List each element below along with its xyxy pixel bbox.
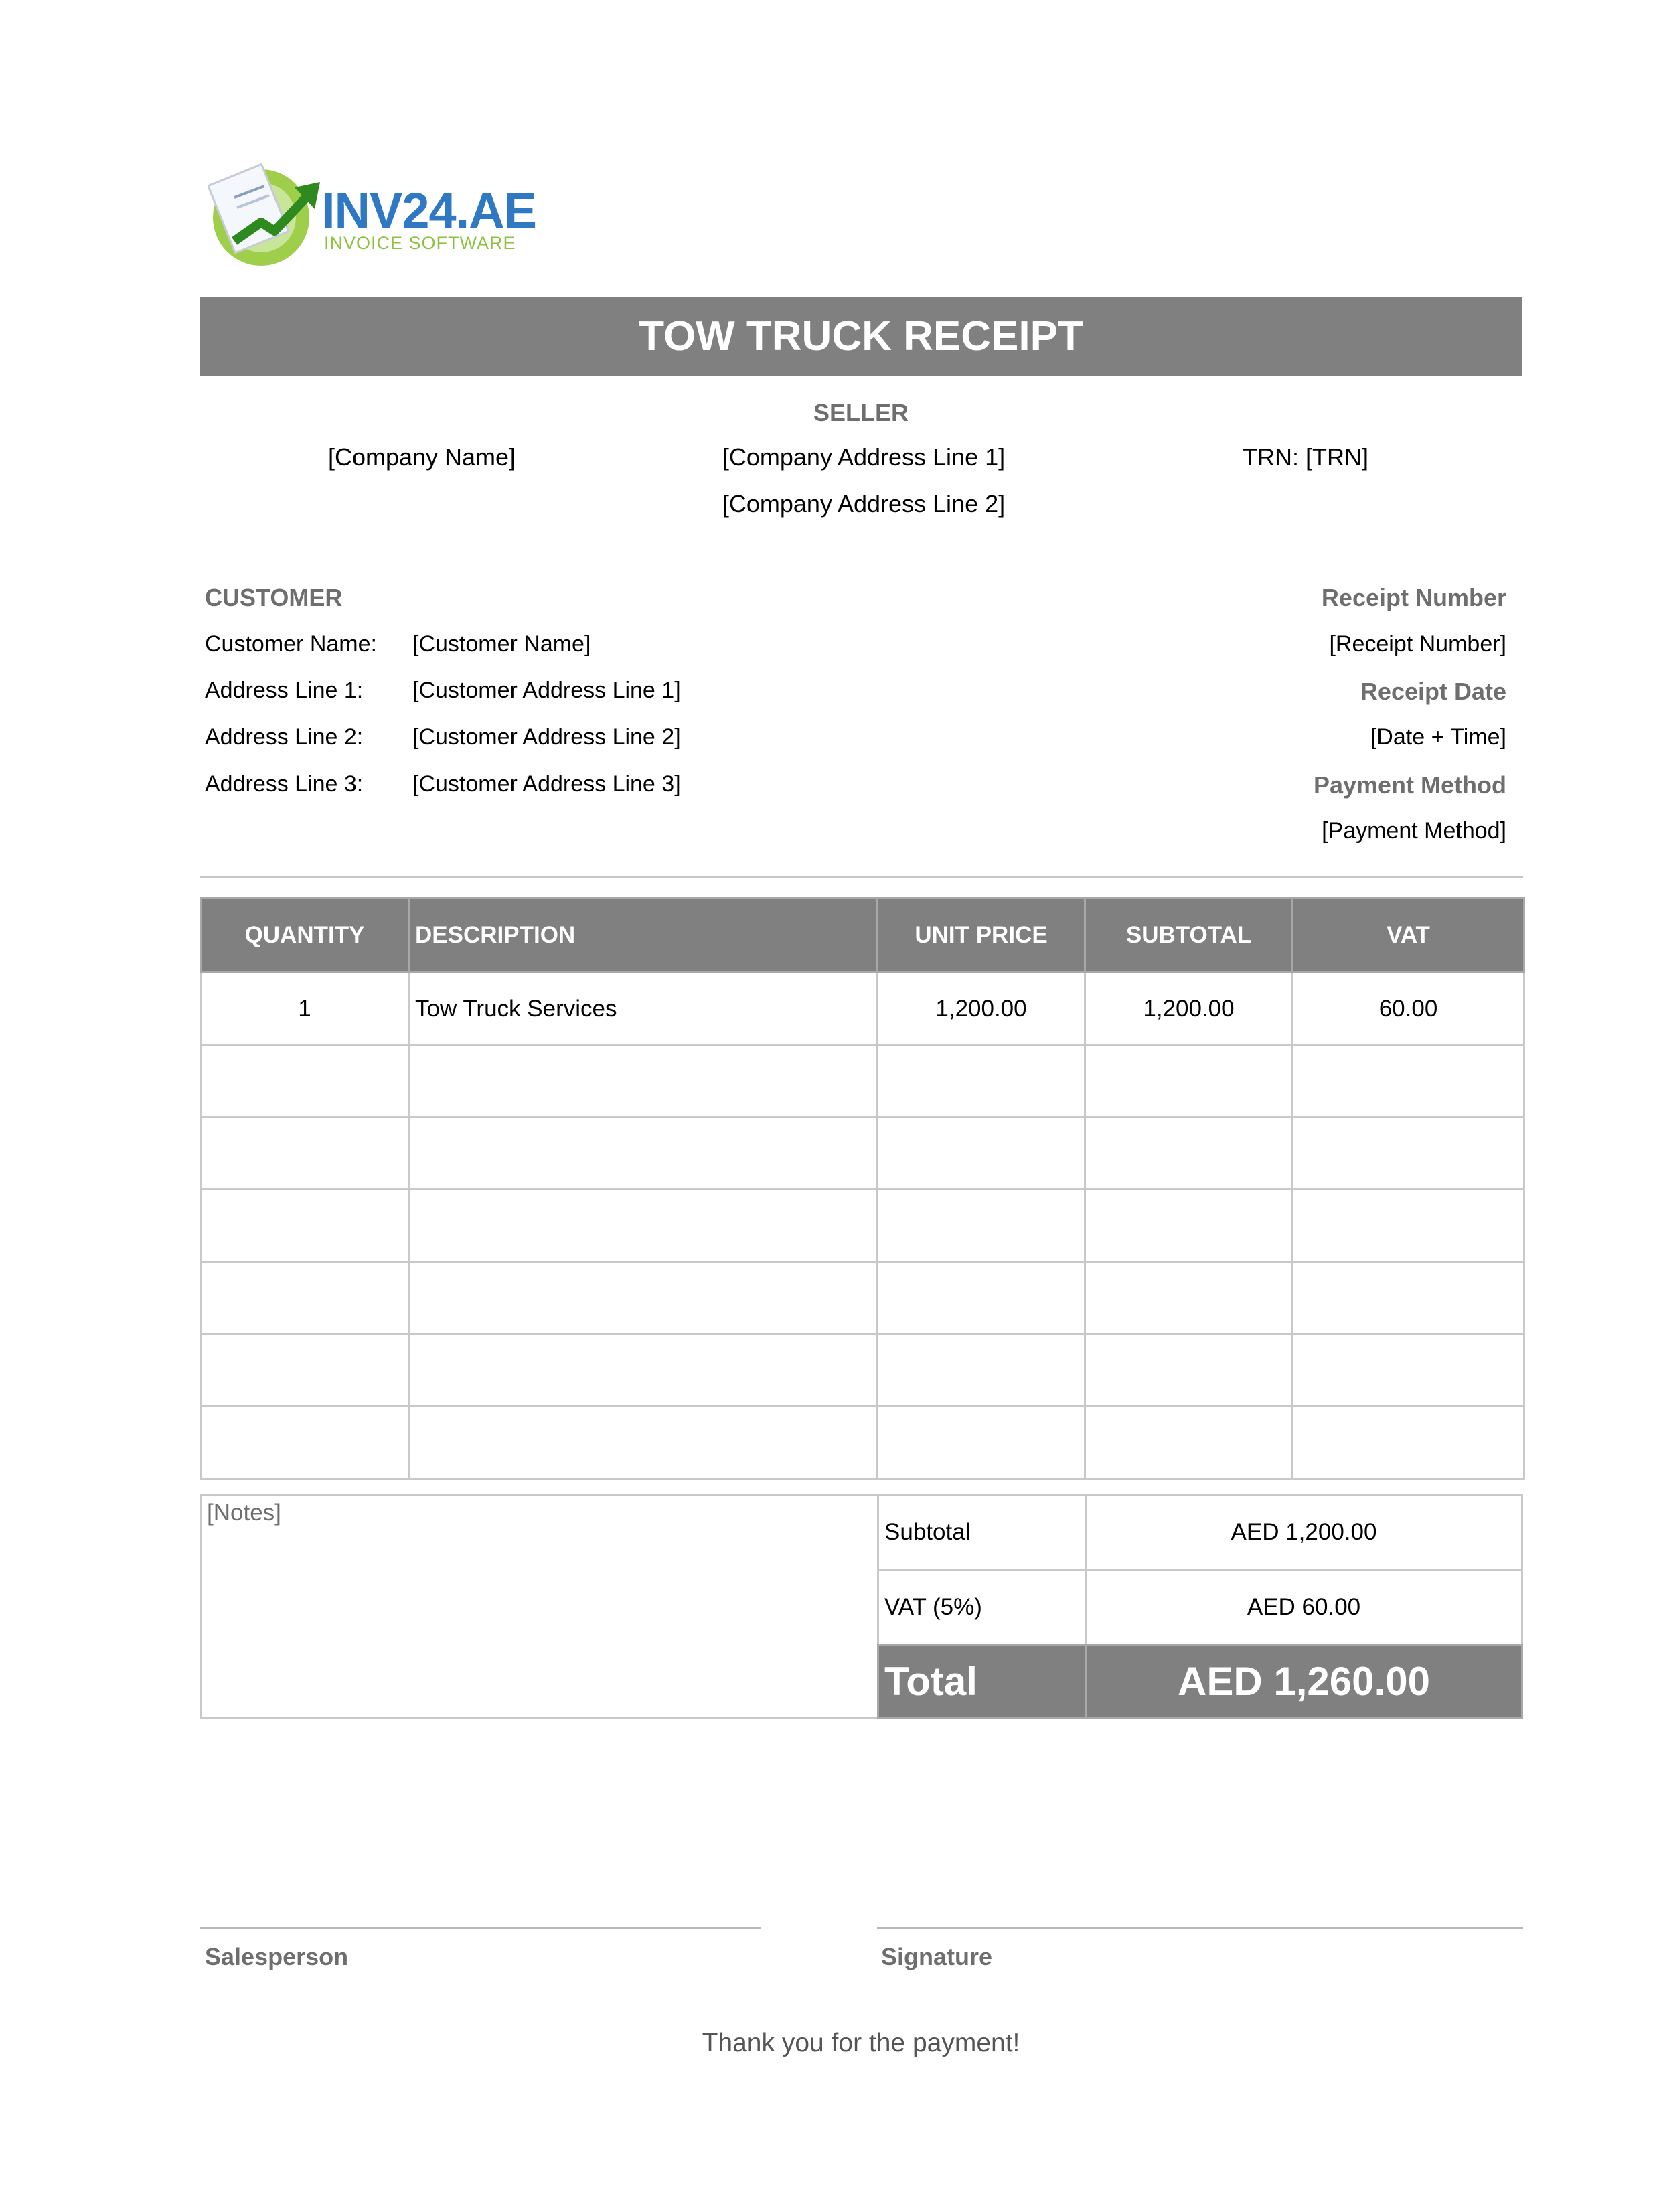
cell-subtotal: 1,200.00 bbox=[1085, 973, 1293, 1045]
cell-unit-price bbox=[878, 1334, 1085, 1407]
table-row bbox=[201, 1334, 1524, 1407]
cell-vat bbox=[1293, 1045, 1524, 1117]
subtotal-value: AED 1,200.00 bbox=[1085, 1494, 1523, 1571]
receipt-date-value: [Date + Time] bbox=[1370, 724, 1506, 750]
receipt-date-label: Receipt Date bbox=[1360, 678, 1506, 705]
table-row bbox=[201, 973, 1524, 1045]
customer-address-3-label: Address Line 3: bbox=[205, 771, 364, 797]
cell-subtotal bbox=[1085, 1262, 1293, 1334]
table-row bbox=[201, 1117, 1524, 1190]
vat-value: AED 60.00 bbox=[1085, 1569, 1523, 1646]
notes-box bbox=[200, 1494, 879, 1719]
total-label: Total bbox=[877, 1644, 1087, 1719]
cell-vat bbox=[1293, 1117, 1524, 1190]
header-description: DESCRIPTION bbox=[409, 898, 878, 973]
cell-subtotal bbox=[1085, 1045, 1293, 1117]
receipt-number-value: [Receipt Number] bbox=[1329, 631, 1506, 657]
notes-text: [Notes] bbox=[207, 1500, 281, 1526]
header-unit-price: UNIT PRICE bbox=[878, 898, 1085, 973]
table-header-row bbox=[201, 898, 1524, 973]
section-divider bbox=[200, 876, 1523, 878]
cell-description bbox=[409, 1045, 878, 1117]
cell-description bbox=[409, 1407, 878, 1479]
salesperson-label: Salesperson bbox=[205, 1943, 349, 1970]
signature-line bbox=[877, 1927, 1523, 1929]
cell-description bbox=[409, 1334, 878, 1407]
table-row bbox=[201, 1190, 1524, 1262]
subtotal-label: Subtotal bbox=[877, 1494, 1087, 1571]
title-bar bbox=[200, 297, 1522, 376]
cell-description bbox=[409, 1190, 878, 1262]
customer-heading: CUSTOMER bbox=[205, 584, 343, 611]
customer-address-1-value: [Customer Address Line 1] bbox=[412, 678, 681, 703]
cell-vat bbox=[1293, 1334, 1524, 1407]
cell-subtotal bbox=[1085, 1190, 1293, 1262]
cell-quantity bbox=[201, 1262, 409, 1334]
cell-unit-price: 1,200.00 bbox=[878, 973, 1085, 1045]
receipt-number-label: Receipt Number bbox=[1321, 584, 1506, 611]
logo-icon bbox=[208, 161, 328, 268]
cell-description: Tow Truck Services bbox=[409, 973, 878, 1045]
cell-vat: 60.00 bbox=[1293, 973, 1524, 1045]
cell-quantity bbox=[201, 1045, 409, 1117]
seller-company-name: [Company Name] bbox=[327, 443, 516, 471]
cell-quantity bbox=[201, 1117, 409, 1190]
salesperson-line bbox=[200, 1927, 761, 1929]
cell-quantity bbox=[201, 1407, 409, 1479]
seller-heading: SELLER bbox=[813, 399, 909, 426]
customer-name-label: Customer Name: bbox=[205, 631, 377, 657]
seller-address-line-2: [Company Address Line 2] bbox=[722, 490, 1006, 518]
header-quantity: QUANTITY bbox=[201, 898, 409, 973]
logo-name: INV24.AE bbox=[321, 183, 537, 238]
cell-vat bbox=[1293, 1262, 1524, 1334]
customer-name-value: [Customer Name] bbox=[412, 631, 591, 657]
total-value: AED 1,260.00 bbox=[1085, 1644, 1523, 1719]
cell-subtotal bbox=[1085, 1334, 1293, 1407]
cell-quantity bbox=[201, 1190, 409, 1262]
page-title: TOW TRUCK RECEIPT bbox=[639, 313, 1083, 360]
cell-subtotal bbox=[1085, 1407, 1293, 1479]
customer-address-2-label: Address Line 2: bbox=[205, 724, 364, 750]
cell-unit-price bbox=[878, 1190, 1085, 1262]
cell-unit-price bbox=[878, 1117, 1085, 1190]
vat-label: VAT (5%) bbox=[877, 1569, 1087, 1646]
payment-method-value: [Payment Method] bbox=[1322, 818, 1506, 844]
cell-unit-price bbox=[878, 1407, 1085, 1479]
customer-address-3-value: [Customer Address Line 3] bbox=[412, 771, 681, 797]
logo-tagline: INVOICE SOFTWARE bbox=[324, 233, 516, 253]
table-row bbox=[201, 1407, 1524, 1479]
customer-address-2-value: [Customer Address Line 2] bbox=[412, 724, 681, 750]
header-subtotal: SUBTOTAL bbox=[1085, 898, 1293, 973]
signature-label: Signature bbox=[881, 1943, 993, 1970]
seller-trn: TRN: [TRN] bbox=[1243, 443, 1368, 471]
customer-address-1-label: Address Line 1: bbox=[205, 678, 364, 703]
seller-address-line-1: [Company Address Line 1] bbox=[722, 443, 1006, 471]
payment-method-label: Payment Method bbox=[1313, 771, 1506, 799]
table-row bbox=[201, 1045, 1524, 1117]
cell-unit-price bbox=[878, 1045, 1085, 1117]
cell-quantity: 1 bbox=[201, 973, 409, 1045]
cell-subtotal bbox=[1085, 1117, 1293, 1190]
header-vat: VAT bbox=[1293, 898, 1524, 973]
cell-description bbox=[409, 1117, 878, 1190]
footer-thanks: Thank you for the payment! bbox=[702, 2029, 1020, 2057]
items-table bbox=[200, 897, 1525, 1480]
cell-description bbox=[409, 1262, 878, 1334]
cell-vat bbox=[1293, 1407, 1524, 1479]
table-row bbox=[201, 1262, 1524, 1334]
cell-unit-price bbox=[878, 1262, 1085, 1334]
cell-quantity bbox=[201, 1334, 409, 1407]
cell-vat bbox=[1293, 1190, 1524, 1262]
